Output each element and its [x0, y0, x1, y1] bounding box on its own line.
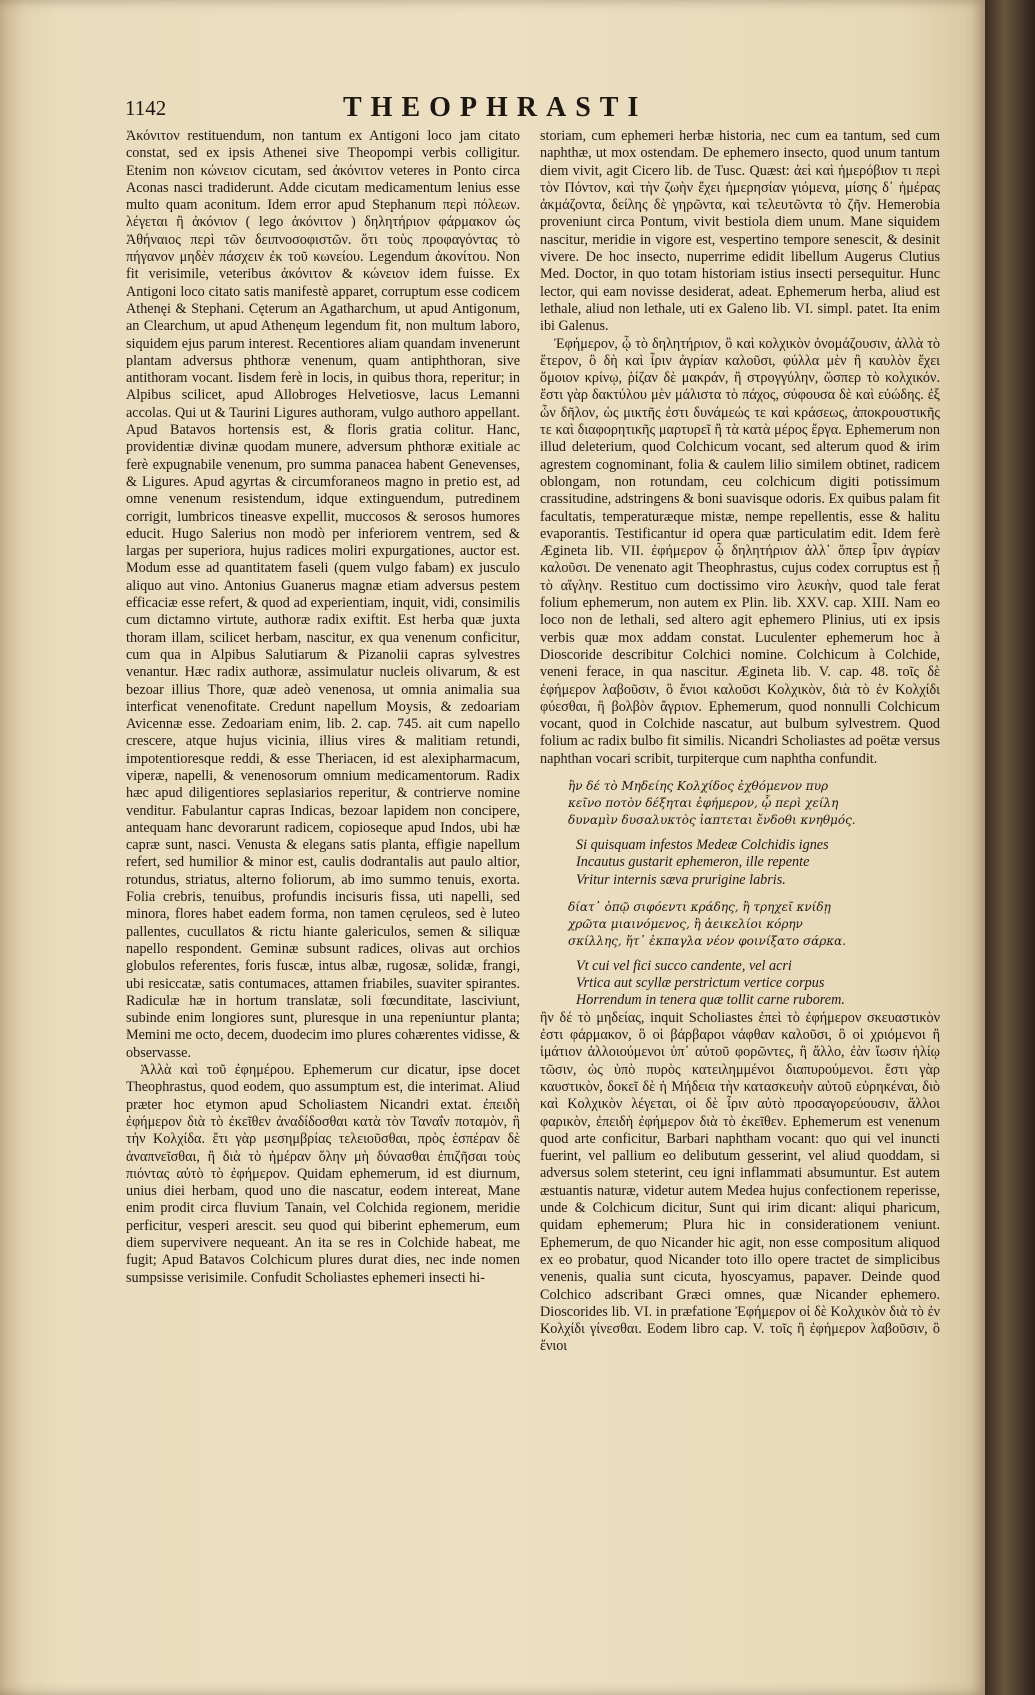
verse-line: Vt cui vel fici succo candente, vel acri [576, 957, 792, 974]
verse-line: δυναμὶν δυσαλυκτὸς ἰαπτεται ἔνδοθι κνηθμός. [568, 812, 856, 827]
page-number: 1142 [125, 96, 167, 120]
right-paragraph-1: storiam, cum ephemeri herbæ historia, nec cum ea tantum, sed cum naphthæ, ut mox ostendam. De ephemero insecto, quod unum tantum diem vivit, agit Cicero lib. de Tusc. Quæst: ἀεὶ καὶ ἡμερόβιον τι περὶ τὸν Πόντον, καὶ τὴν ζωὴν ἔχει ἡμερησίαν γιόμενα, μίσης δ᾽ ἡμέρας ἀκμάζοντα, δείλης δὲ γηρῶντα, καὶ τελευτῶντα τὸ ζῆν. Hemerobia proveniunt circa Pontum, vivit bestiola diem unum. Mane siquidem nascitur, meridie in vigore est, vespertino tempore senescit, & desinit vivere. De hoc insecto, nuperrime edidit libellum Augerus Clutius Med. Doctor, in quo totam historiam istius insecti persequitur. Hunc lector, qui eam novisse desiderat, adeat. Ephemerum herba, aliud est lethale, aliud non lethale, uti ex Galeno lib. VI. simpl. patet. Ita enim ibi Galenus. [540, 128, 940, 335]
verse-line: Incautus gustarit ephemeron, ille repente [576, 854, 810, 871]
verse-line: Vrtica aut scyllæ perstrictum vertice corpus [576, 975, 825, 992]
left-column [126, 128, 520, 1287]
latin-verse-2 [576, 958, 940, 1010]
verse-line: Vritur internis sæva prurigine labris. [576, 871, 786, 888]
book-edge [985, 0, 1035, 1695]
verse-line: ἢν δέ τὸ Μηδείης Κολχίδος ἐχθόμενον πυρ [568, 778, 829, 793]
greek-verse-2 [568, 899, 940, 950]
left-paragraph-1: Ἀκόνιτον restituendum, non tantum ex Antigoni loco jam citato constat, sed ex ipsis Athenei sive Theopompi verbis colligitur. Etenim non κώνειον cicutam, sed ἀκόνιτον veteres in Ponto circa Aconas nasci tradiderunt. Adde cicutam medicamentum lenius esse multo quam aconitum. Idem error apud Stephanum περὶ πόλεων. λέγεται ἢ ἀκόνιον ( lego ἀκόνιτον ) δηλητήριον φάρμακον ὡς Ἀθήναιος περὶ τῶν δειπνοσοφιστῶν. ὅτι τοὺς προφαγόντας τὸ πήγανον μηδὲν πάσχειν ἐκ τοῦ κωνείου. Legendum ἀκονίτου. Non fit verisimile, veteribus ἀκόνιτον & κώνειον idem fuisse. Ex Antigoni loco citato satis manifestè apparet, corruptum esse codicem Athenęi & Stephani. Cęterum an Agatharchum, ut apud Antigonum, an Clearchum, ut apud Athenęum legendum fit, non multum laboro, siquidem ejus parum interest. Recentiores aliam quandam invenerunt plantam adversus phthoræ venenum, quam antiphthoran, sive antithoram vocant. Iisdem ferè in locis, in quibus thora, reperitur; in Alpibus scilicet, apud Allobroges Helvetiosve, lacus Lemanni accolas. Qui ut & Taurini Ligures authoram, vulgo authoro appellant. Apud Batavos hortensis est, & floris gratia colitur. Hanc, providentiæ divinæ quodam munere, adversum phthoræ exitiale ac ferè expugnabile venenum, pro summa panacea habent Genevenses, & Ligures. Apud agyrtas & circumforaneos magno in pretio est, ad omne venenum resistendum, idque extinguendum, putredinem corrigit, lumbricos tineasve expellit, muccosos & serosos humores educit. Hugo Salerius non modò per inferiorem ventrem, sed & largas per superiora, hujus radices moliri expurgationes, auctor est. Modum esse ad quantitatem faseli (quem vulgo fabam) ex jusculo aliquo aut vino. Antonius Guanerus magnæ etiam adversus pestem efficaciæ esse refert, & quod ad experientiam, inquit, vidi, consimilis cum dictamno virtute, authoræ radix exiftit. Est herba quæ juxta thoram illam, scilicet herbam, nascitur, ex qua venenum conficitur, cum qua in Alpibus Salutiarum & Pizanolii capras sylvestres venantur. Hæc radix authoræ, assimulatur nucleis olivarum, & est bezoar illius Thore, quæ adeò venenosa, ut omnia animalia sua interficat venenofitate. Credunt napellum Moysis, & zedoariam Avicennæ esse. Zedoariam enim, lib. 2. cap. 745. ait cum napello crescere, atque hujus vicinia, illius vires & malitiam retundi, impotentioresque reddi, & esse Theriacen, id est alexipharmacum, viperæ, napelli, & venenosorum omnium medicamentorum. Radix hæc apud diligentiores seplasiarios reperitur, & contrierve nomine venditur. Fabulantur capras Indicas, bezoar lapidem non concipere, antequam hanc devorarunt radicem, copioseque apud Indos, ubi hæ capræ sunt, nasci. Venusta & elegans satis planta, effigie napellum refert, sed humilior & minor est, caulis dodrantalis aut paulo altior, rotundus, striatus, alterno foliorum, ab imo summo tenuis, exorta. Folia crebris, tenuibus, profundis incisuris fissa, uti napelli, sed minora, flores habet eadem forma, non tamen cęruleos, sed è luteo pallentes, cucullatos & rictu hiante galericulos, semen & siliquæ napello respondent. Geminæ subsunt radices, olivas aut orchios globulos referentes, foris fuscæ, intus albæ, rugosæ, solidæ, frangi, ubi resiccatæ, satis contumaces, attamen friabiles, suaviter spirantes. Radiculæ hæ in hortum translatæ, soli fœcunditate, lasciviunt, subinde enim longiores sunt, pluresque in una repeniuntur planta; Memini me octo, decem, duodecim imo plures cohærentes vidisse, & observasse. [126, 128, 520, 1061]
verse-line: σκίλλης, ἥτ᾽ ἐκπαγλα νέον φοινίξατο σάρκα. [568, 933, 847, 948]
greek-verse-1 [568, 778, 940, 829]
verse-line: κεῖνο ποτὸν δέξηται ἐφήμερον, ᾧ περὶ χείλη [568, 795, 839, 810]
left-paragraph-2: Ἀλλὰ καὶ τοῦ ἐφημέρου. Ephemerum cur dicatur, ipse docet Theophrastus, quod eodem, quo assumptum est, die interimat. Aliud præter hoc etymon apud Scholiastem Nicandri extat. ἐπειδὴ ἐφήμερον διὰ τὸ ἐκεῖθεν ἀναδίδοσθαι κατὰ τὸν Ταναΐν ποταμὸν, ἢ τὴν Κολχίδα. ἔτι γὰρ μεσημβρίας τελειοῦσθαι, πρὸς ἑσπέραν δὲ ἀναπνεῖσθαι, ἢ διὰ τὸ ἡμέραν ὅλην μὴ δύνασθαι ἐπιζῆσαι τοὺς πιόντας αὐτὸ τὸ ἐφήμερον. Quidam ephemerum, id est diurnum, unius diei herbam, quod uno die nascatur, eodem intereat, Mane enim prodit circa fluvium Tanain, vel Colchida regionem, meridie perficitur, vesperi arescit. seu quod qui biberint ephemerum, eum diem supervivere nequeant. An ita se res in Colchide habeat, me fugit; Apud Batavos Colchicum plures durat dies, nec inde nomen sumpsisse verisimile. Confudit Scholiastes ephemeri insecti hi- [126, 1062, 520, 1286]
verse-line: χρῶτα μιαινόμενος, ἢ ἀεικελίοι κόρην [568, 916, 803, 931]
right-paragraph-2: Ἐφήμερον, ᾧ τὸ δηλητήριον, ὃ καὶ κολχικὸν ὀνομάζουσιν, ἀλλὰ τὸ ἕτερον, ὃ δὴ καὶ ἶριν ἀγρίαν καλοῦσι, φύλλα μὲν ἢ καυλὸν ἔχει ὅμοιον κρίνῳ, ῥίζαν δὲ μακράν, ἢ στρογγύλην, ὥσπερ τὸ κολχικόν. ἔστι γὰρ δακτύλου μὲν μάλιστα τὸ πάχος, σύφουσα δὲ καὶ εὐώδης. ἐξ ὧν δῆλον, ὡς μικτῆς ἐστι δυνάμεώς τε καὶ κράσεως, ἀποκρουστικῆς τε καὶ διαφορητικῆς μαρτυρεῖ ἢ τὰ κατὰ μέρος ἔργα. Ephemerum non illud deleterium, quod Colchicum vocant, sed alterum quod & irim agrestem cognominant, folia & caulem lilio similem obtinet, radicem oblongam, non rotundam, ceu colchicum digiti potissimum crassitudine, adstringens & boni suavisque odoris. Ex quibus palam fit facultatis, temperaturæque mistæ, nempe repellentis, esse & halitu evaporantis. Testificantur id opera quæ particulatim edit. Idem ferè Ægineta lib. VII. ἐφήμερον ᾧ δηλητήριον ἀλλ᾽ ὅπερ ἶριν ἀγρίαν καλοῦσι. De venenato agit Theophrastus, cujus codex corruptus est ᾗ τὸ αἴγλην. Restituo cum doctissimo viro λευκὴν, quod tale ferat folium ephemerum, non autem ex Plin. lib. XXV. cap. XIII. Nam eo loco non de lethali, sed altero agit ephemero Plinius, uti ex ipsis verbis quæ mox addam constat. Luculenter ephemerum hoc à Dioscoride describitur Colchici nomine. Colchicum à Colchide, veneni ferace, in qua nascitur. Ægineta lib. V. cap. 48. τοῖς δὲ ἐφήμερον λαβοῦσιν, ὃ ἔνιοι καλοῦσι Κολχικὸν, διὰ τὸ ἐν Κολχίδι φύεσθαι, ἢ βολβὸν ἄγριον. Ephemerum, quod nonnulli Colchicum vocant, quod in Colchide nascatur, aut bulbum sylvestrem. Quod folium ac radix bulbo fit similis. Nicandri Scholiastes ad poëtæ versus naphthan vocari scribit, turpiterque cum naphtha confundit. [540, 335, 940, 767]
running-title: THEOPHRASTI [343, 92, 648, 123]
latin-verse-1 [576, 837, 940, 889]
right-column [540, 128, 940, 1356]
verse-line: δίατ᾽ ὀπῷ σιφόεντι κράδης, ἢ τρηχεῖ κνίδῃ [568, 899, 831, 914]
verse-line: Si quisquam infestos Medeæ Colchidis ignes [576, 836, 829, 853]
page-header [125, 92, 955, 130]
right-paragraph-3: ἢν δέ τὸ μηδείας, inquit Scholiastes ἐπεὶ τὸ ἐφήμερον σκευαστικὸν ἐστι φάρμακον, ὃ οἱ βάρβαροι νάφθαν καλοῦσι, ὃ οἱ χριόμενοι ἢ ἱμάτιον ἀλλοιούμενοι ὑπ᾽ αὐτοῦ φορῶντες, ἢ ἄλλο, ἐὰν ἴωσιν ἡλίῳ τῶσιν, ὡς ὑπὸ πυρὸς κατειλημμένοι διαπυρούμενοι. ἔστι γὰρ καυστικὸν, δοκεῖ δὲ ἡ Μήδεια τὴν κατασκευὴν αὐτοῦ εὑρηκέναι, διὸ καὶ Κολχικὸν λέγεται, οἱ δὲ ἶριν αὐτὸ προσαγορεύουσιν, ἄλλοι φαρικὸν, ἐπειδὴ ἐφήμερον διὰ τὸ ἐκεῖθεν. Ephemerum est venenum quod arte conficitur, Barbari naphtham vocant: quo qui vel inuncti fuerint, vel pallium eo delibutum gesserint, vel aliud quoddam, si adversus solem steterint, ceu igni inflammati absumuntur. Est autem æstuantis naturæ, videtur autem Medea hujus confectionem reperisse, unde & Colchicum dicitur, Sunt qui irim dicant: aliqui pharicum, quidam ephemerum; Plura hic in considerationem veniunt. Ephemerum, de quo Nicander hic agit, non esse compositum aliquod ex eo probatur, quod Nicander toto illo opere tractet de simplicibus venenis, qualia sunt cicuta, hyoscyamus, papaver. Deinde quod Colchico adscribant Græci omnes, quæ Nicander ephemero. Dioscorides lib. VI. in præfatione Ἐφήμερον οἱ δὲ Κολχικὸν διὰ τὸ ἐν Κολχίδι γίνεσθαι. Eodem libro cap. V. τοῖς ἢ ἐφήμερον λαβοῦσιν, ὃ ἔνιοι [540, 1009, 940, 1355]
verse-line: Horrendum in tenera quæ tollit carne ruborem. [576, 992, 845, 1009]
